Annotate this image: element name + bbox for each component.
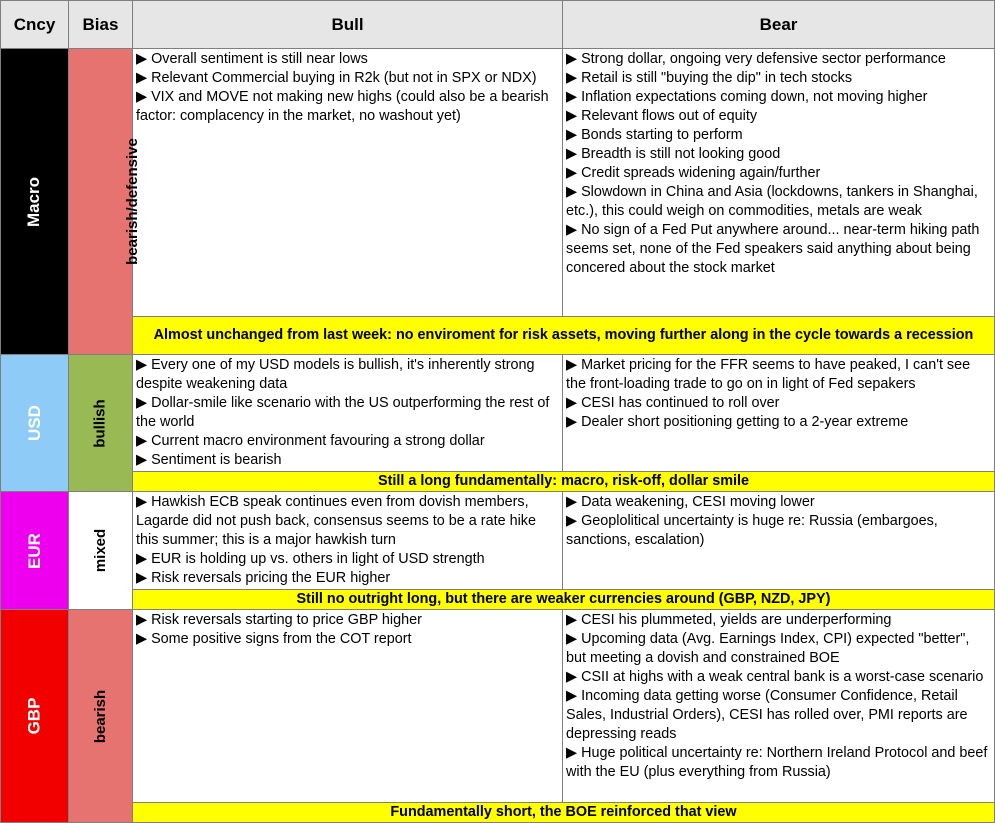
bias-label: mixed [91,528,109,573]
ccy-cell-gbp[interactable] [1,610,69,823]
ccy-label: GBP [24,697,44,735]
bear-point: ▶ Slowdown in China and Asia (lockdowns, tankers in Shanghai, etc.), this could weigh on commodities, metals are weak [566,184,978,219]
summary-row-usd [1,472,995,492]
summary-cell-macro[interactable]: Almost unchanged from last week: no enviroment for risk assets, moving further along in the cycle towards a recession [133,317,995,355]
bias-cell-gbp[interactable] [69,610,133,823]
bull-point: ▶ Risk reversals starting to price GBP higher [136,612,422,628]
header-ccy[interactable]: Cncy [1,1,69,49]
bear-point: ▶ Breadth is still not looking good [566,146,781,162]
bear-cell-gbp[interactable] [563,610,995,803]
bull-point: ▶ Relevant Commercial buying in R2k (but not in SPX or NDX) [136,70,537,86]
bear-point: ▶ Market pricing for the FFR seems to have peaked, I can't see the front-loading trade to go on in light of Fed sepakers [566,357,971,392]
summary-row-eur [1,590,995,610]
bull-cell-gbp[interactable] [133,610,563,803]
bull-cell-usd[interactable] [133,355,563,472]
table-row-gbp [1,610,995,803]
bear-point: ▶ Data weakening, CESI moving lower [566,494,815,510]
bull-point: ▶ Current macro environment favouring a strong dollar [136,433,485,449]
bull-point: ▶ VIX and MOVE not making new highs (could also be a bearish factor: complacency in the market, no washout yet) [136,89,549,124]
bear-point: ▶ Strong dollar, ongoing very defensive sector performance [566,51,946,67]
bull-point: ▶ Risk reversals pricing the EUR higher [136,570,391,586]
bias-cell-macro[interactable] [69,49,141,355]
bear-cell-eur[interactable] [563,492,995,590]
bear-cell-macro[interactable] [563,49,995,317]
bias-label: bullish [92,398,109,448]
header-bias[interactable]: Bias [69,1,133,49]
bear-point: ▶ Incoming data getting worse (Consumer Confidence, Retail Sales, Industrial Orders), CESI has rolled over, PMI reports are depressing reads [566,688,968,742]
bull-cell-eur[interactable] [133,492,563,590]
bear-point: ▶ CSII at highs with a weak central bank is a worst-case scenario [566,669,984,685]
ccy-cell-eur[interactable] [1,492,69,610]
header-bull[interactable]: Bull [133,1,563,49]
header-row [1,1,995,49]
bear-point: ▶ Credit spreads widening again/further [566,165,821,181]
table-row-usd [1,355,995,472]
bear-point: ▶ Bonds starting to perform [566,127,743,143]
bear-point: ▶ Inflation expectations coming down, not moving higher [566,89,928,105]
summary-row-macro [1,317,995,355]
ccy-label: USD [24,405,44,441]
summary-cell-gbp[interactable]: Fundamentally short, the BOE reinforced that view [133,803,995,823]
bias-label: bearish [91,689,109,743]
table-row-macro [1,49,995,317]
table-body [1,49,995,823]
bear-cell-usd[interactable] [563,355,995,472]
table-row-eur [1,492,995,590]
summary-cell-usd[interactable]: Still a long fundamentally: macro, risk-off, dollar smile [133,472,995,492]
bias-label: bearish/defensive [123,138,141,265]
bear-point: ▶ No sign of a Fed Put anywhere around... near-term hiking path seems set, none of the Fed speakers said anything about being concered about the stock market [566,222,980,276]
bias-cell-usd[interactable] [69,355,133,492]
bull-point: ▶ Some positive signs from the COT report [136,631,412,647]
ccy-cell-usd[interactable] [1,355,69,492]
bull-point: ▶ Sentiment is bearish [136,452,282,468]
bear-point: ▶ CESI his plummeted, yields are underperforming [566,612,892,628]
bear-point: ▶ Geoplolitical uncertainty is huge re: Russia (embargoes, sanctions, escalation) [566,513,938,548]
ccy-label: EUR [24,532,44,569]
bias-cell-eur[interactable] [69,492,133,610]
header-bear[interactable]: Bear [563,1,995,49]
ccy-label: Macro [24,176,44,227]
bear-point: ▶ Retail is still "buying the dip" in tech stocks [566,70,853,86]
bear-point: ▶ Huge political uncertainty re: Northern Ireland Protocol and beef with the EU (plus everything from Russia) [566,745,988,780]
summary-row-gbp [1,803,995,823]
bull-point: ▶ Overall sentiment is still near lows [136,51,368,67]
bull-point: ▶ Dollar-smile like scenario with the US outperforming the rest of the world [136,395,550,430]
ccy-cell-macro[interactable] [1,49,69,355]
bear-point: ▶ Upcoming data (Avg. Earnings Index, CPI) expected "better", but meeting a dovish and constrained BOE [566,631,970,666]
bull-point: ▶ Hawkish ECB speak continues even from dovish members, Lagarde did not push back, consensus seems to be a rate hike this summer; this is a major hawkish turn [136,494,536,548]
bull-point: ▶ EUR is holding up vs. others in light of USD strength [136,551,485,567]
bull-cell-macro[interactable] [133,49,563,317]
bear-point: ▶ Relevant flows out of equity [566,108,758,124]
bear-point: ▶ Dealer short positioning getting to a 2-year extreme [566,414,909,430]
summary-cell-eur[interactable]: Still no outright long, but there are weaker currencies around (GBP, NZD, JPY) [133,590,995,610]
bull-point: ▶ Every one of my USD models is bullish, it's inherently strong despite weakening data [136,357,535,392]
bear-point: ▶ CESI has continued to roll over [566,395,780,411]
